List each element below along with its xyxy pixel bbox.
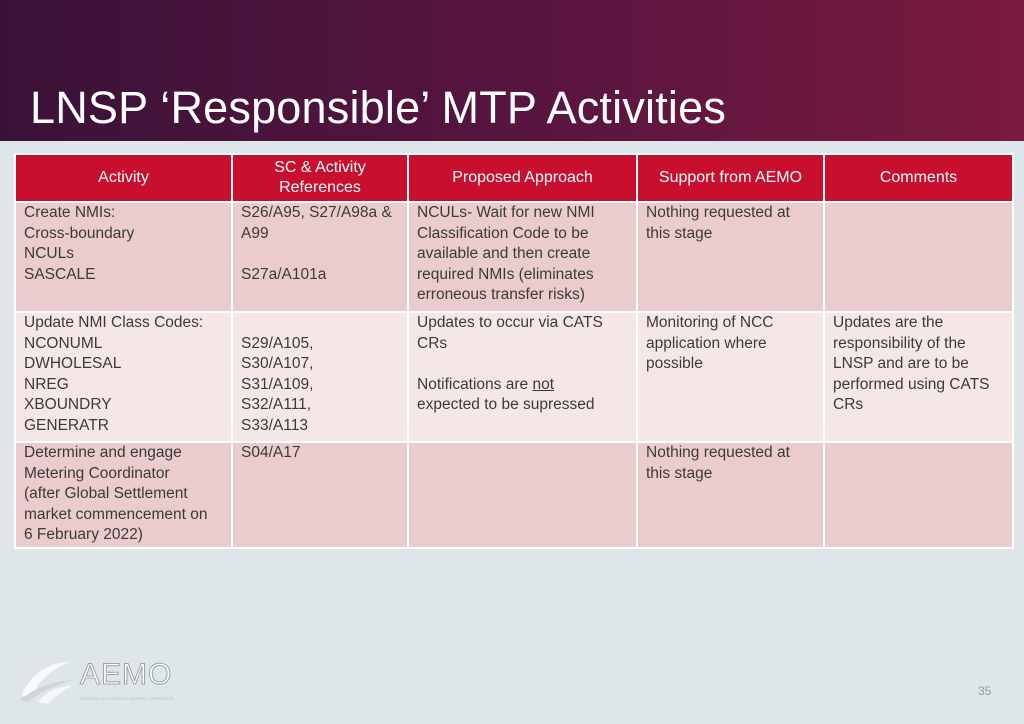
cell-spacer	[417, 354, 628, 375]
cell-line: this stage	[646, 224, 713, 242]
cell-line: Updates to occur via CATS	[417, 314, 603, 331]
cell-support	[637, 442, 824, 548]
cell-activity	[15, 442, 232, 548]
header-references-label: SC & Activity References	[274, 159, 366, 196]
cell-comments	[824, 202, 1013, 312]
cell-line: CRs	[417, 334, 448, 352]
cell-line: Metering Coordinator	[24, 464, 170, 482]
cell-line: responsibility of the	[833, 334, 966, 352]
cell-line: S30/A107,	[241, 355, 314, 372]
cell-approach	[408, 202, 637, 312]
header-comments: Comments	[824, 154, 1013, 202]
cell-line: CRs	[833, 396, 864, 413]
cell-line: Updates are the	[833, 314, 944, 331]
cell-support	[637, 312, 824, 442]
cell-line: (after Global Settlement	[24, 485, 188, 502]
cell-line: LNSP and are to be	[833, 355, 969, 372]
cell-references	[232, 202, 408, 312]
cell-line: S26/A95, S27/A98a &	[241, 204, 392, 221]
aemo-swirl-icon	[18, 656, 74, 704]
cell-line: S29/A105,	[241, 334, 314, 352]
cell-line: Nothing requested at	[646, 444, 790, 461]
cell-comments	[824, 442, 1013, 548]
cell-line: NCONUML	[24, 334, 103, 352]
cell-line: GENERATR	[24, 416, 109, 434]
cell-line	[417, 375, 628, 396]
table-row	[15, 442, 1013, 548]
cell-line: possible	[646, 355, 703, 372]
note-text: Notifications are	[417, 375, 533, 393]
cell-line: performed using CATS	[833, 375, 990, 393]
slide-title: LNSP ‘Responsible’ MTP Activities	[30, 82, 727, 133]
cell-line: available and then create	[417, 245, 591, 262]
cell-line: Determine and engage	[24, 444, 182, 461]
cell-line: market commencement on	[24, 505, 208, 523]
cell-line: Nothing requested at	[646, 204, 790, 221]
cell-line: Update NMI Class Codes:	[24, 314, 204, 331]
cell-approach	[408, 442, 637, 548]
table-row	[15, 312, 1013, 442]
cell-comments	[824, 312, 1013, 442]
header-references	[232, 154, 408, 202]
cell-line: Monitoring of NCC	[646, 314, 774, 331]
cell-line: Classification Code to be	[417, 224, 589, 242]
cell-line: NREG	[24, 375, 69, 393]
logo-subtext: AUSTRALIAN ENERGY MARKET OPERATOR	[80, 696, 174, 701]
activities-table	[14, 153, 1014, 549]
note-emphasis: not	[532, 375, 555, 393]
cell-support	[637, 202, 824, 312]
cell-line: Create NMIs:	[24, 204, 116, 221]
cell-spacer	[241, 244, 399, 265]
cell-line: A99	[241, 224, 269, 242]
cell-line: S27a/A101a	[241, 265, 327, 283]
logo-wordmark: AEMO	[80, 658, 173, 691]
cell-spacer	[241, 313, 399, 334]
page-number: 35	[978, 684, 992, 698]
cell-line: NCULs- Wait for new NMI	[417, 204, 595, 221]
cell-line: S04/A17	[241, 444, 301, 461]
header-activity: Activity	[15, 154, 232, 202]
cell-line: erroneous transfer risks)	[417, 286, 585, 303]
cell-references	[232, 312, 408, 442]
cell-line: S32/A111,	[241, 396, 312, 413]
cell-line: S33/A113	[241, 416, 308, 434]
cell-references	[232, 442, 408, 548]
cell-line: application where	[646, 334, 767, 352]
header-support: Support from AEMO	[637, 154, 824, 202]
cell-activity	[15, 312, 232, 442]
cell-line: XBOUNDRY	[24, 396, 112, 413]
title-banner	[0, 0, 1024, 141]
cell-line: 6 February 2022)	[24, 526, 143, 543]
table-row	[15, 202, 1013, 312]
cell-line: expected to be supressed	[417, 396, 595, 413]
cell-line: NCULs	[24, 245, 74, 262]
aemo-logo	[18, 656, 174, 704]
table-header-row	[15, 154, 1013, 202]
cell-line: S31/A109,	[241, 375, 314, 393]
cell-line: required NMIs (eliminates	[417, 265, 594, 283]
cell-line: this stage	[646, 464, 713, 482]
cell-line: DWHOLESAL	[24, 355, 122, 372]
header-approach: Proposed Approach	[408, 154, 637, 202]
cell-approach	[408, 312, 637, 442]
cell-activity	[15, 202, 232, 312]
cell-line: Cross-boundary	[24, 224, 135, 242]
cell-line: SASCALE	[24, 265, 96, 283]
